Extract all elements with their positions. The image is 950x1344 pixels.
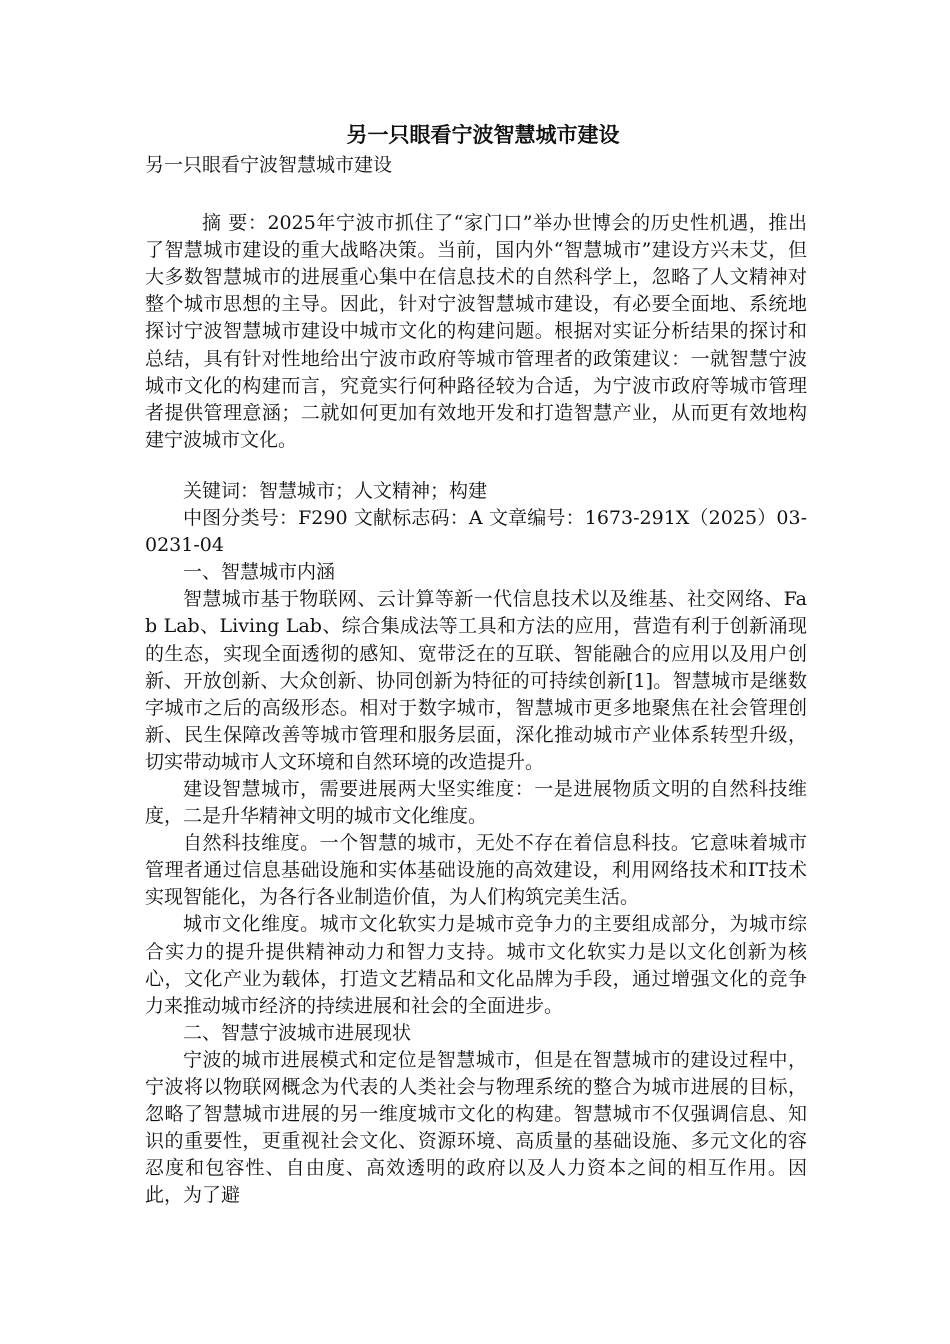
document-title: 另一只眼看宁波智慧城市建设 <box>346 122 620 147</box>
body-paragraph: 智慧城市基于物联网、云计算等新一代信息技术以及维基、社交网络、Fab Lab、Living Lab、综合集成法等工具和方法的应用，营造有利于创新涌现的生态，实现全面透彻的感知、宽带泛在的互联、智能融合的应用以及用户创新、开放创新、大众创新、协同创新为特征的可持续创新[1]。智慧城市是继数字城市之后的高级形态。相对于数字城市，智慧城市更多地聚焦在社会管理创新、民生保障改善等城市管理和服务层面，深化推动城市产业体系转型升级，切实带动城市人文环境和自然环境的改造提升。 <box>145 588 807 773</box>
abstract-paragraph: 摘 要：2025年宁波市抓住了“家门口”举办世博会的历史性机遇，推出了智慧城市建设的重大战略决策。当前，国内外“智慧城市”建设方兴未艾，但大多数智慧城市的进展重心集中在信息技术的自然科学上，忽略了人文精神对整个城市思想的主导。因此，针对宁波智慧城市建设，有必要全面地、系统地探讨宁波智慧城市建设中城市文化的构建问题。根据对实证分析结果的探讨和总结，具有针对性地给出宁波市政府等城市管理者的政策建议：一就智慧宁波城市文化的构建而言，究竟实行何种路径较为合适，为宁波市政府等城市管理者提供管理意涵；二就如何更加有效地开发和打造智慧产业，从而更有效地构建宁波城市文化。 <box>145 212 807 451</box>
section-heading: 一、智慧城市内涵 <box>183 561 336 584</box>
body-paragraph: 建设智慧城市，需要进展两大坚实维度：一是进展物质文明的自然科技维度，二是升华精神文明的城市文化维度。 <box>145 777 807 828</box>
body-paragraph: 自然科技维度。一个智慧的城市，无处不存在着信息科技。它意味着城市管理者通过信息基础设施和实体基础设施的高效建设，利用网络技术和IT技术实现智能化，为各行各业制造价值，为人们构筑完美生活。 <box>145 832 807 909</box>
classification-line: 中图分类号：F290 文献标志码：A 文章编号：1673-291X（2025）03-0231-04 <box>145 507 807 557</box>
document-subtitle: 另一只眼看宁波智慧城市建设 <box>145 154 393 176</box>
body-paragraph: 宁波的城市进展模式和定位是智慧城市，但是在智慧城市的建设过程中，宁波将以物联网概念为代表的人类社会与物理系统的整合为城市进展的目标，忽略了智慧城市进展的另一维度城市文化的构建。智慧城市不仅强调信息、知识的重要性，更重视社会文化、资源环境、高质量的基础设施、多元文化的容忍度和包容性、自由度、高效透明的政府以及人力资本之间的相互作用。因此，为了避 <box>145 1048 807 1207</box>
spacer <box>145 179 807 210</box>
spacer <box>145 454 807 478</box>
document-page <box>145 118 807 1209</box>
section-heading: 二、智慧宁波城市进展现状 <box>183 1021 412 1044</box>
keywords-line: 关键词：智慧城市；人文精神；构建 <box>183 479 488 502</box>
body-paragraph: 城市文化维度。城市文化软实力是城市竞争力的主要组成部分，为城市综合实力的提升提供精神动力和智力支持。城市文化软实力是以文化创新为核心，文化产业为载体，打造文艺精品和文化品牌为手段，通过增强文化的竞争力来推动城市经济的持续进展和社会的全面进步。 <box>145 913 807 1017</box>
